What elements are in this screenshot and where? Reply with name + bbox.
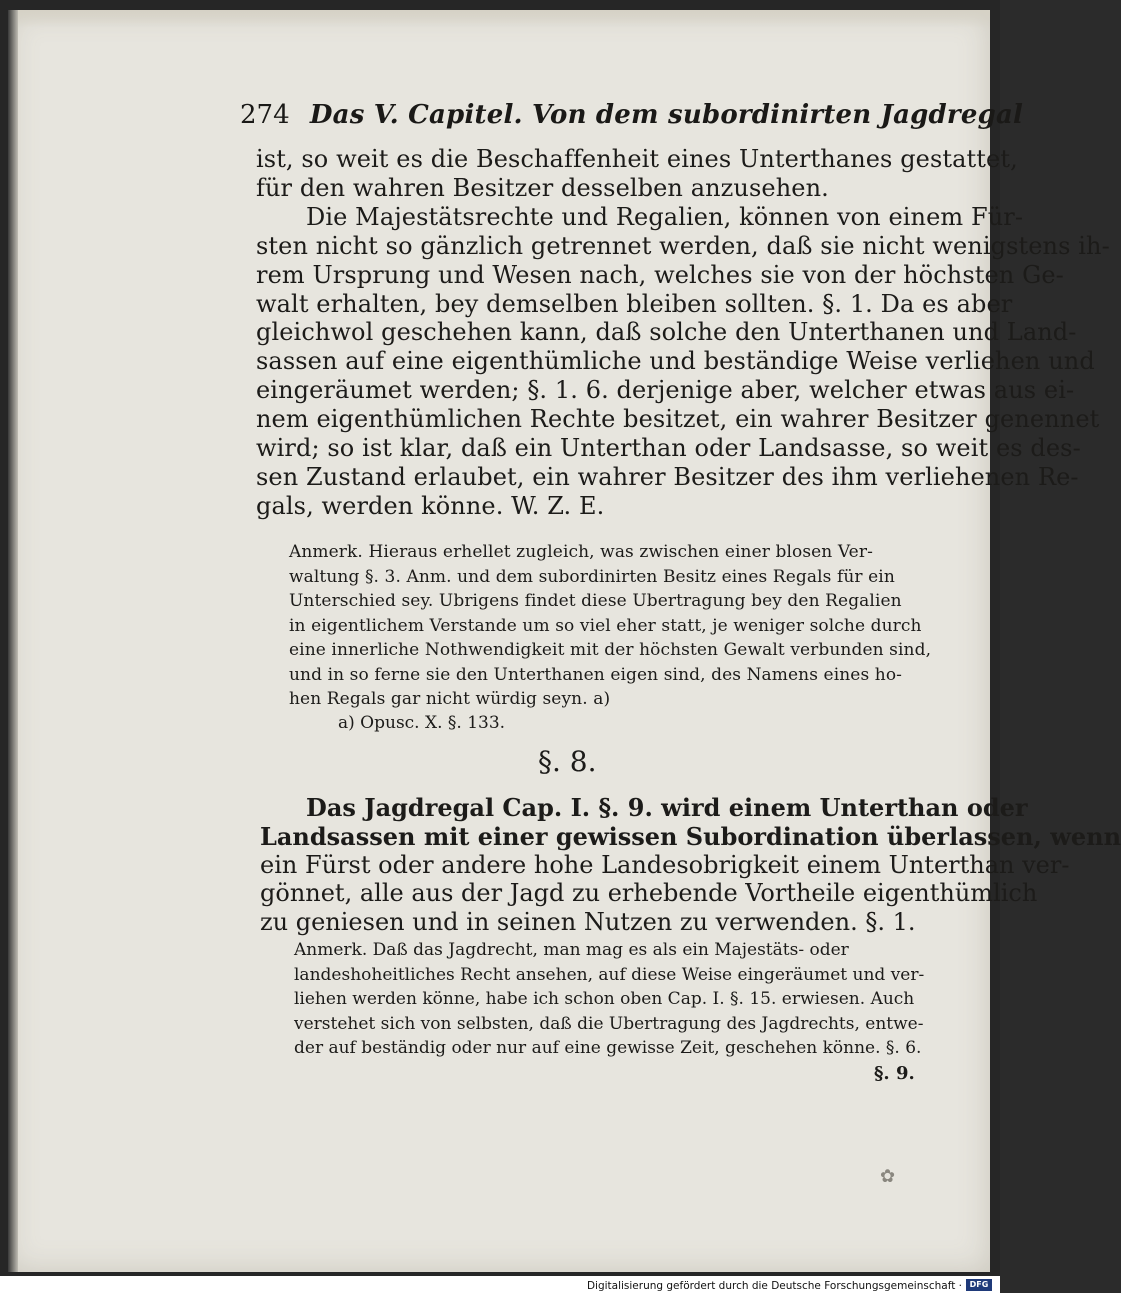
body-text-line: rem Ursprung und Wesen nach, welches sie von der höchsten Ge- [256, 260, 1064, 289]
s8-line: zu geniesen und in seinen Nutzen zu verwenden. §. 1. [260, 908, 916, 937]
body-text-line: nem eigenthümlichen Rechte besitzet, ein wahrer Besitzer genennet [256, 405, 1100, 434]
note1-line: und in so ferne sie den Unterthanen eigen sind, des Namens eines ho- [289, 664, 903, 685]
body-text-line: walt erhalten, bey demselben bleiben sollten. §. 1. Da es aber [256, 289, 1013, 318]
note2-line: verstehet sich von selbsten, daß die Ubertragung des Jagdrechts, entwe- [294, 1013, 924, 1034]
note2-line: landeshoheitliches Recht ansehen, auf diese Weise eingeräumet und ver- [294, 964, 925, 985]
body-text-line: für den wahren Besitzer desselben anzusehen. [256, 173, 829, 202]
page-header [240, 98, 1024, 132]
body-text-line: gals, werden könne. W. Z. E. [256, 491, 605, 520]
s8-line: Landsassen mit einer gewissen Subordination überlassen, wenn [260, 821, 1121, 851]
body-text-line: Die Majestätsrechte und Regalien, können von einem Für- [306, 202, 1024, 231]
catchword: §. 9. [874, 1063, 915, 1084]
body-text-line: wird; so ist klar, daß ein Unterthan oder Landsasse, so weit es des- [256, 434, 1081, 462]
body-text-line: gleichwol geschehen kann, daß solche den Unterthanen und Land- [256, 318, 1077, 347]
note2-line: Anmerk. Daß das Jagdrecht, man mag es als ein Majestäts- oder [294, 940, 849, 960]
body-text-line: sten nicht so gänzlich getrennet werden, daß sie nicht wenigstens ih- [256, 231, 1110, 260]
body-text-line: sen Zustand erlaubet, ein wahrer Besitzer des ihm verliehenen Re- [256, 462, 1079, 491]
note1-line: Anmerk. Hieraus erhellet zugleich, was zwischen einer blosen Ver- [289, 542, 873, 562]
book-page [8, 10, 1121, 1272]
page-number: 274 [240, 100, 290, 130]
footnote: a) Opusc. X. §. 133. [338, 713, 506, 733]
body-text-line: ist, so weit es die Beschaffenheit eines Unterthanes gestattet, [256, 145, 1018, 173]
note2-line: der auf beständig oder nur auf eine gewisse Zeit, geschehen könne. §. 6. [294, 1038, 922, 1059]
note1-line: Unterschied sey. Ubrigens findet diese Ubertragung bey den Regalien [289, 591, 902, 611]
note2-line: liehen werden könne, habe ich schon oben Cap. I. §. 15. erwiesen. Auch [294, 989, 915, 1010]
note1-line: waltung §. 3. Anm. und dem subordinirten Besitz eines Regals für ein [289, 566, 895, 587]
s8-line: gönnet, alle aus der Jagd zu erhebende Vortheile eigenthümlich [260, 879, 1038, 908]
note1-line: in eigentlichem Verstande um so viel eher statt, je weniger solche durch [289, 615, 922, 636]
body-text-line: sassen auf eine eigenthümliche und beständige Weise verliehen und [256, 347, 1095, 376]
body-text-line: eingeräumet werden; §. 1. 6. derjenige aber, welcher etwas aus ei- [256, 376, 1075, 405]
footer-credit: Digitalisierung gefördert durch die Deutsche Forschungsgemeinschaft · [586, 1280, 962, 1292]
s8-line: Das Jagdregal Cap. I. §. 9. wird einem Unterthan oder [306, 793, 1028, 822]
page-gutter-shadow [8, 10, 18, 1272]
s8-line: ein Fürst oder andere hohe Landesobrigkeit einem Unterthan ver- [260, 850, 1070, 879]
running-title: Das V. Capitel. Von dem subordinirten Jagdregal [309, 100, 1024, 130]
library-stamp-mark: ✿ [880, 1166, 896, 1187]
note1-line: hen Regals gar nicht würdig seyn. a) [289, 689, 611, 709]
section-heading: §. 8. [538, 745, 597, 778]
dfg-logo: DFG [966, 1279, 992, 1291]
note1-line: eine innerliche Nothwendigkeit mit der höchsten Gewalt verbunden sind, [289, 640, 932, 660]
